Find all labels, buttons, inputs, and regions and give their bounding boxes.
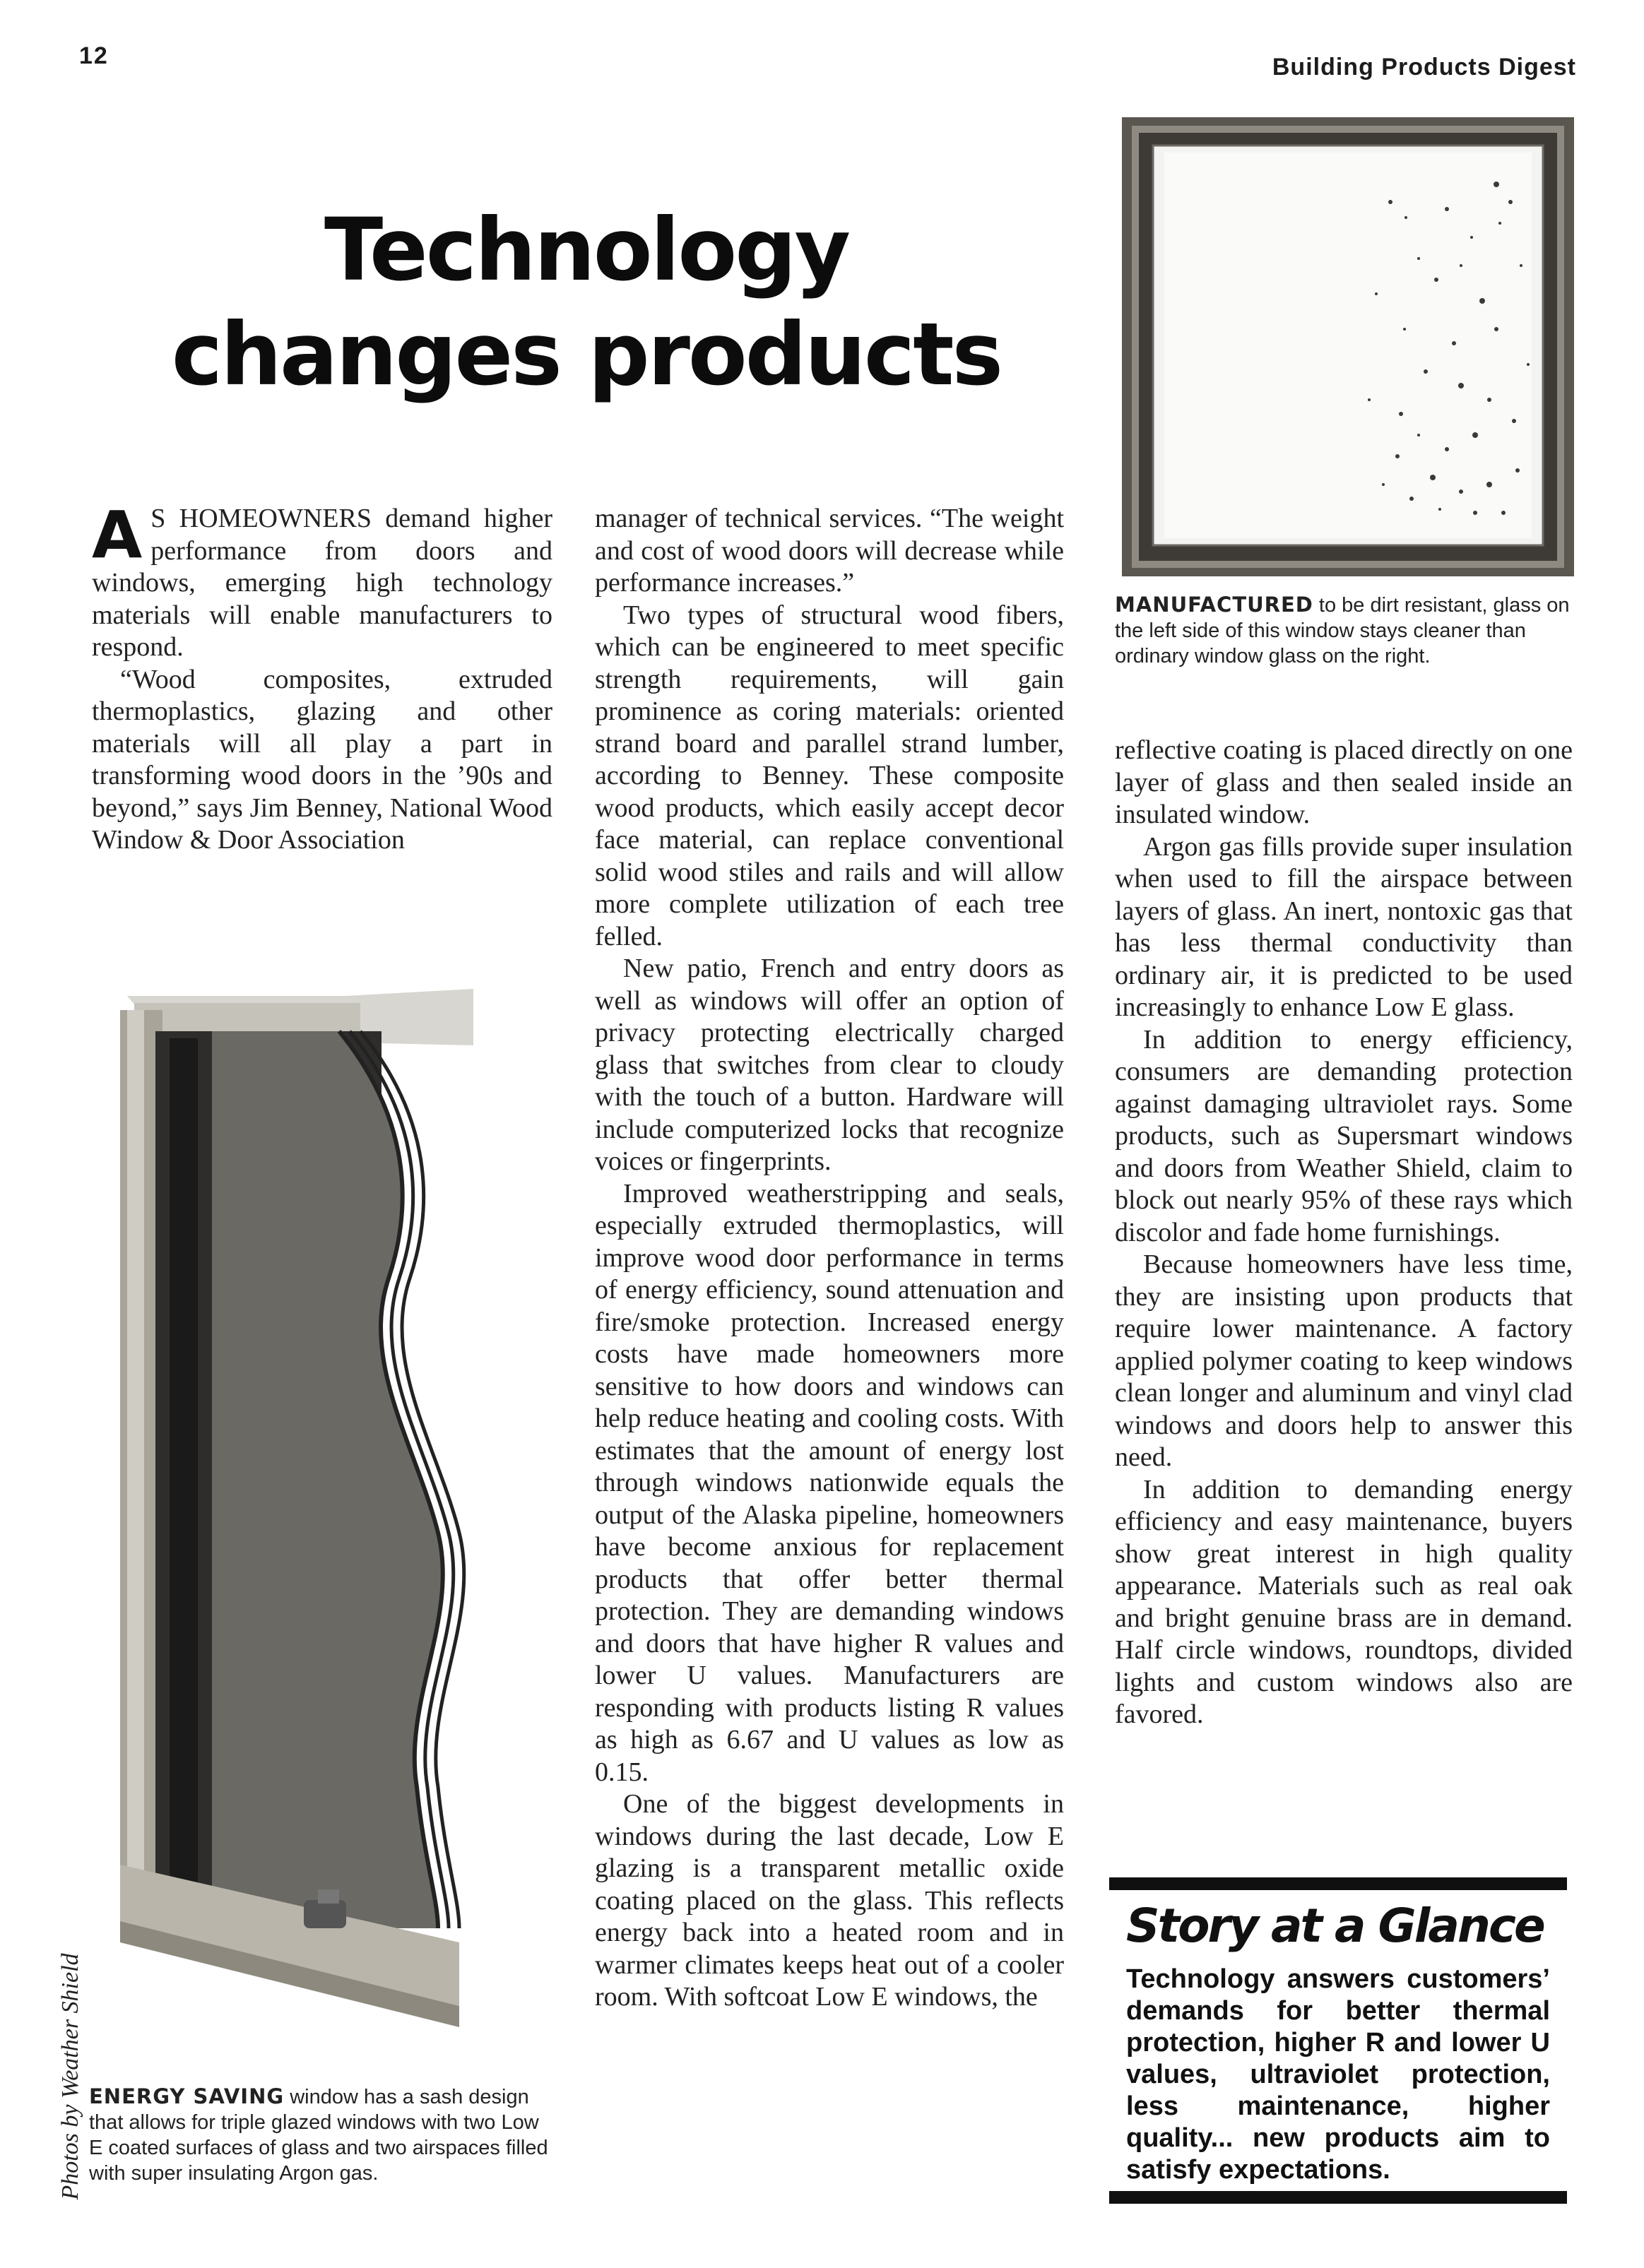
article-paragraph: One of the biggest developments in windows during the last decade, Low E glazing is a transparent metallic oxide coating placed on the glass. This reflects energy back into a heated room and in warmer climates keeps heat out of a cooler room. With softcoat Low E windows, the (595, 1789, 1064, 2012)
headline-line-1: Technology (324, 200, 849, 300)
window-sash-photo (106, 982, 558, 2034)
article-column-2 (595, 503, 1064, 2014)
article-column-3 (1115, 735, 1573, 1731)
drop-cap: A (92, 497, 143, 573)
headline-line-2: changes products (171, 304, 1002, 405)
caption-text: to be dirt resistant, glass on the left side of this window stays cleaner than ordinary window glass on the right. (1115, 594, 1570, 667)
article-paragraph: In addition to demanding energy efficiency and easy maintenance, buyers show great interest in high quality appearance. Materials such as real oak and bright genuine brass are in demand. Half circle windows, roundtops, divided lights and custom windows also are favored. (1115, 1474, 1573, 1729)
caption-lead: ENERGY SAVING (89, 2084, 285, 2108)
article-paragraph (92, 497, 552, 664)
article-paragraph: Argon gas fills provide super insulation when used to fill the airspace between layers of glass. An inert, nontoxic gas that has less thermal conductivity than ordinary air, it is predicted to be used increasingly to enhance Low E glass. (1115, 831, 1573, 1022)
story-at-a-glance-sidebar (1109, 1877, 1567, 2204)
sidebar-text: Technology answers customers’ demands for better thermal protection, higher R and lower U values, ultraviolet protection, less maintenance, higher quality... new products aim to satisfy expectations. (1126, 1964, 1550, 2185)
page-number: 12 (79, 42, 109, 69)
article-paragraph: New patio, French and entry doors as well as windows will offer an option of privacy protecting electrically charged glass that switches from clear to cloudy with the touch of a button. Hardware will include computerized locks that recognize voices or fingerprints. (595, 954, 1064, 1176)
paragraph-text: S HOMEOWNERS demand higher performance from doors and windows, emerging high technology materials will enable manufacturers to respond. (92, 504, 552, 662)
sidebar-top-rule (1109, 1877, 1567, 1890)
article-paragraph: Because homeowners have less time, they are insisting upon products that require lower maintenance. A factory applied polymer coating to keep windows clean longer and aluminum and vinyl clad windows and doors help to answer this need. (1115, 1249, 1573, 1472)
publication-name: Building Products Digest (1272, 54, 1576, 81)
article-paragraph: Improved weatherstripping and seals, especially extruded thermoplastics, will improve wood door performance in terms of energy efficiency, sound attenuation and fire/smoke protection. Increased energy costs have made homeowners more sensitive to how doors and windows can help reduce heating and cooling costs. With estimates that the amount of energy lost through windows nationwide equals the output of the Alaska pipeline, homeowners have become anxious for replacement products that offer better thermal protection. They are demanding windows and doors that have higher R values and lower U values. Manufacturers are responding with products listing R values as high as 6.67 and U values as low as 0.15. (595, 1178, 1064, 1787)
photo-caption-top (1115, 592, 1574, 669)
photo-credit: Photos by Weather Shield (57, 1953, 83, 2200)
photo-caption-left (89, 2084, 548, 2186)
caption-text: window has a sash design that allows for triple glazed windows with two Low E coated surfaces of glass and two airspaces filled with super insulating Argon gas. (89, 2086, 548, 2185)
dirt-resistant-window-photo (1122, 117, 1574, 576)
article-paragraph: manager of technical services. “The weight and cost of wood doors will decrease while performance increases.” (595, 504, 1064, 598)
article-paragraph: “Wood composites, extruded thermoplastics, glazing and other materials will all play a part in transforming wood doors in the ’90s and beyond,” says Jim Benney, National Wood Window & Door Association (92, 664, 552, 855)
sidebar-bottom-rule (1109, 2191, 1567, 2204)
article-column-1 (92, 497, 552, 857)
article-paragraph: reflective coating is placed directly on one layer of glass and then sealed inside an insulated window. (1115, 735, 1573, 829)
article-paragraph: In addition to energy efficiency, consumers are demanding protection against damaging ultraviolet rays. Some products, such as Supersmart windows and doors from Weather Shield, claim to block out nearly 95% of these rays which discolor and fade home furnishings. (1115, 1024, 1573, 1247)
headline (141, 198, 1031, 407)
article-paragraph: Two types of structural wood fibers, which can be engineered to meet specific strength requirements, will gain prominence as coring materials: oriented strand board and parallel strand lumber, according to Benney. These composite wood products, which easily accept decor face material, can replace conventional solid wood stiles and rails and will allow more complete utilization of each tree felled. (595, 600, 1064, 951)
sidebar-title: Story at a Glance (1126, 1899, 1544, 1953)
caption-lead: MANUFACTURED (1115, 593, 1313, 617)
